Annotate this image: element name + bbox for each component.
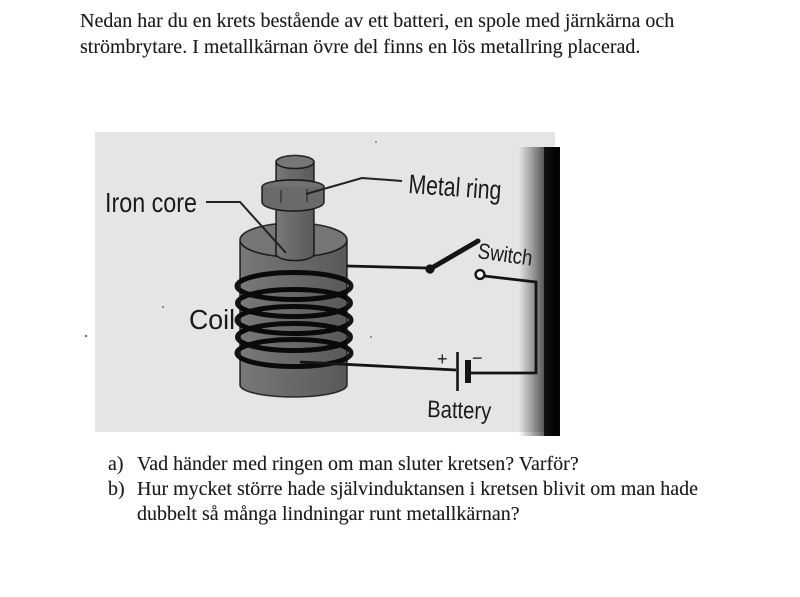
- text-line: Vad händer med ringen om man sluter kretsen? Varför?: [137, 453, 579, 475]
- switch-label: Switch: [476, 238, 544, 272]
- coil-label: Coil: [189, 304, 235, 335]
- circuit-figure: [85, 125, 565, 445]
- questions-list: [108, 452, 768, 527]
- intro-paragraph: [80, 8, 785, 60]
- switch-pivot: [425, 264, 434, 273]
- iron-core-label: Iron core: [105, 187, 197, 218]
- text-line: Hur mycket större hade självinduktansen i kretsen blivit om man hade: [137, 478, 698, 500]
- question-marker: a): [108, 453, 124, 475]
- page-edge-strip: [519, 147, 560, 436]
- wire-coil-to-switch: [347, 266, 427, 268]
- switch-contact: [476, 270, 485, 279]
- question-text: [137, 477, 768, 527]
- battery-plus-sign: +: [437, 349, 448, 369]
- battery-minus-sign: −: [472, 348, 483, 368]
- question-text: [137, 452, 768, 477]
- question-a: [108, 452, 768, 477]
- metal-ring-label: Metal ring: [407, 169, 528, 208]
- question-b: [108, 477, 768, 527]
- text-line: dubbelt så många lindningar runt metallkärnan?: [137, 503, 520, 525]
- text-line: strömbrytare. I metallkärnan övre del finns en lös metallring placerad.: [80, 36, 641, 58]
- circuit-figure-svg: [85, 125, 565, 445]
- text-line: Nedan har du en krets bestående av ett batteri, en spole med järnkärna och: [80, 10, 675, 32]
- battery-label: Battery: [426, 396, 504, 426]
- question-marker: b): [108, 478, 125, 500]
